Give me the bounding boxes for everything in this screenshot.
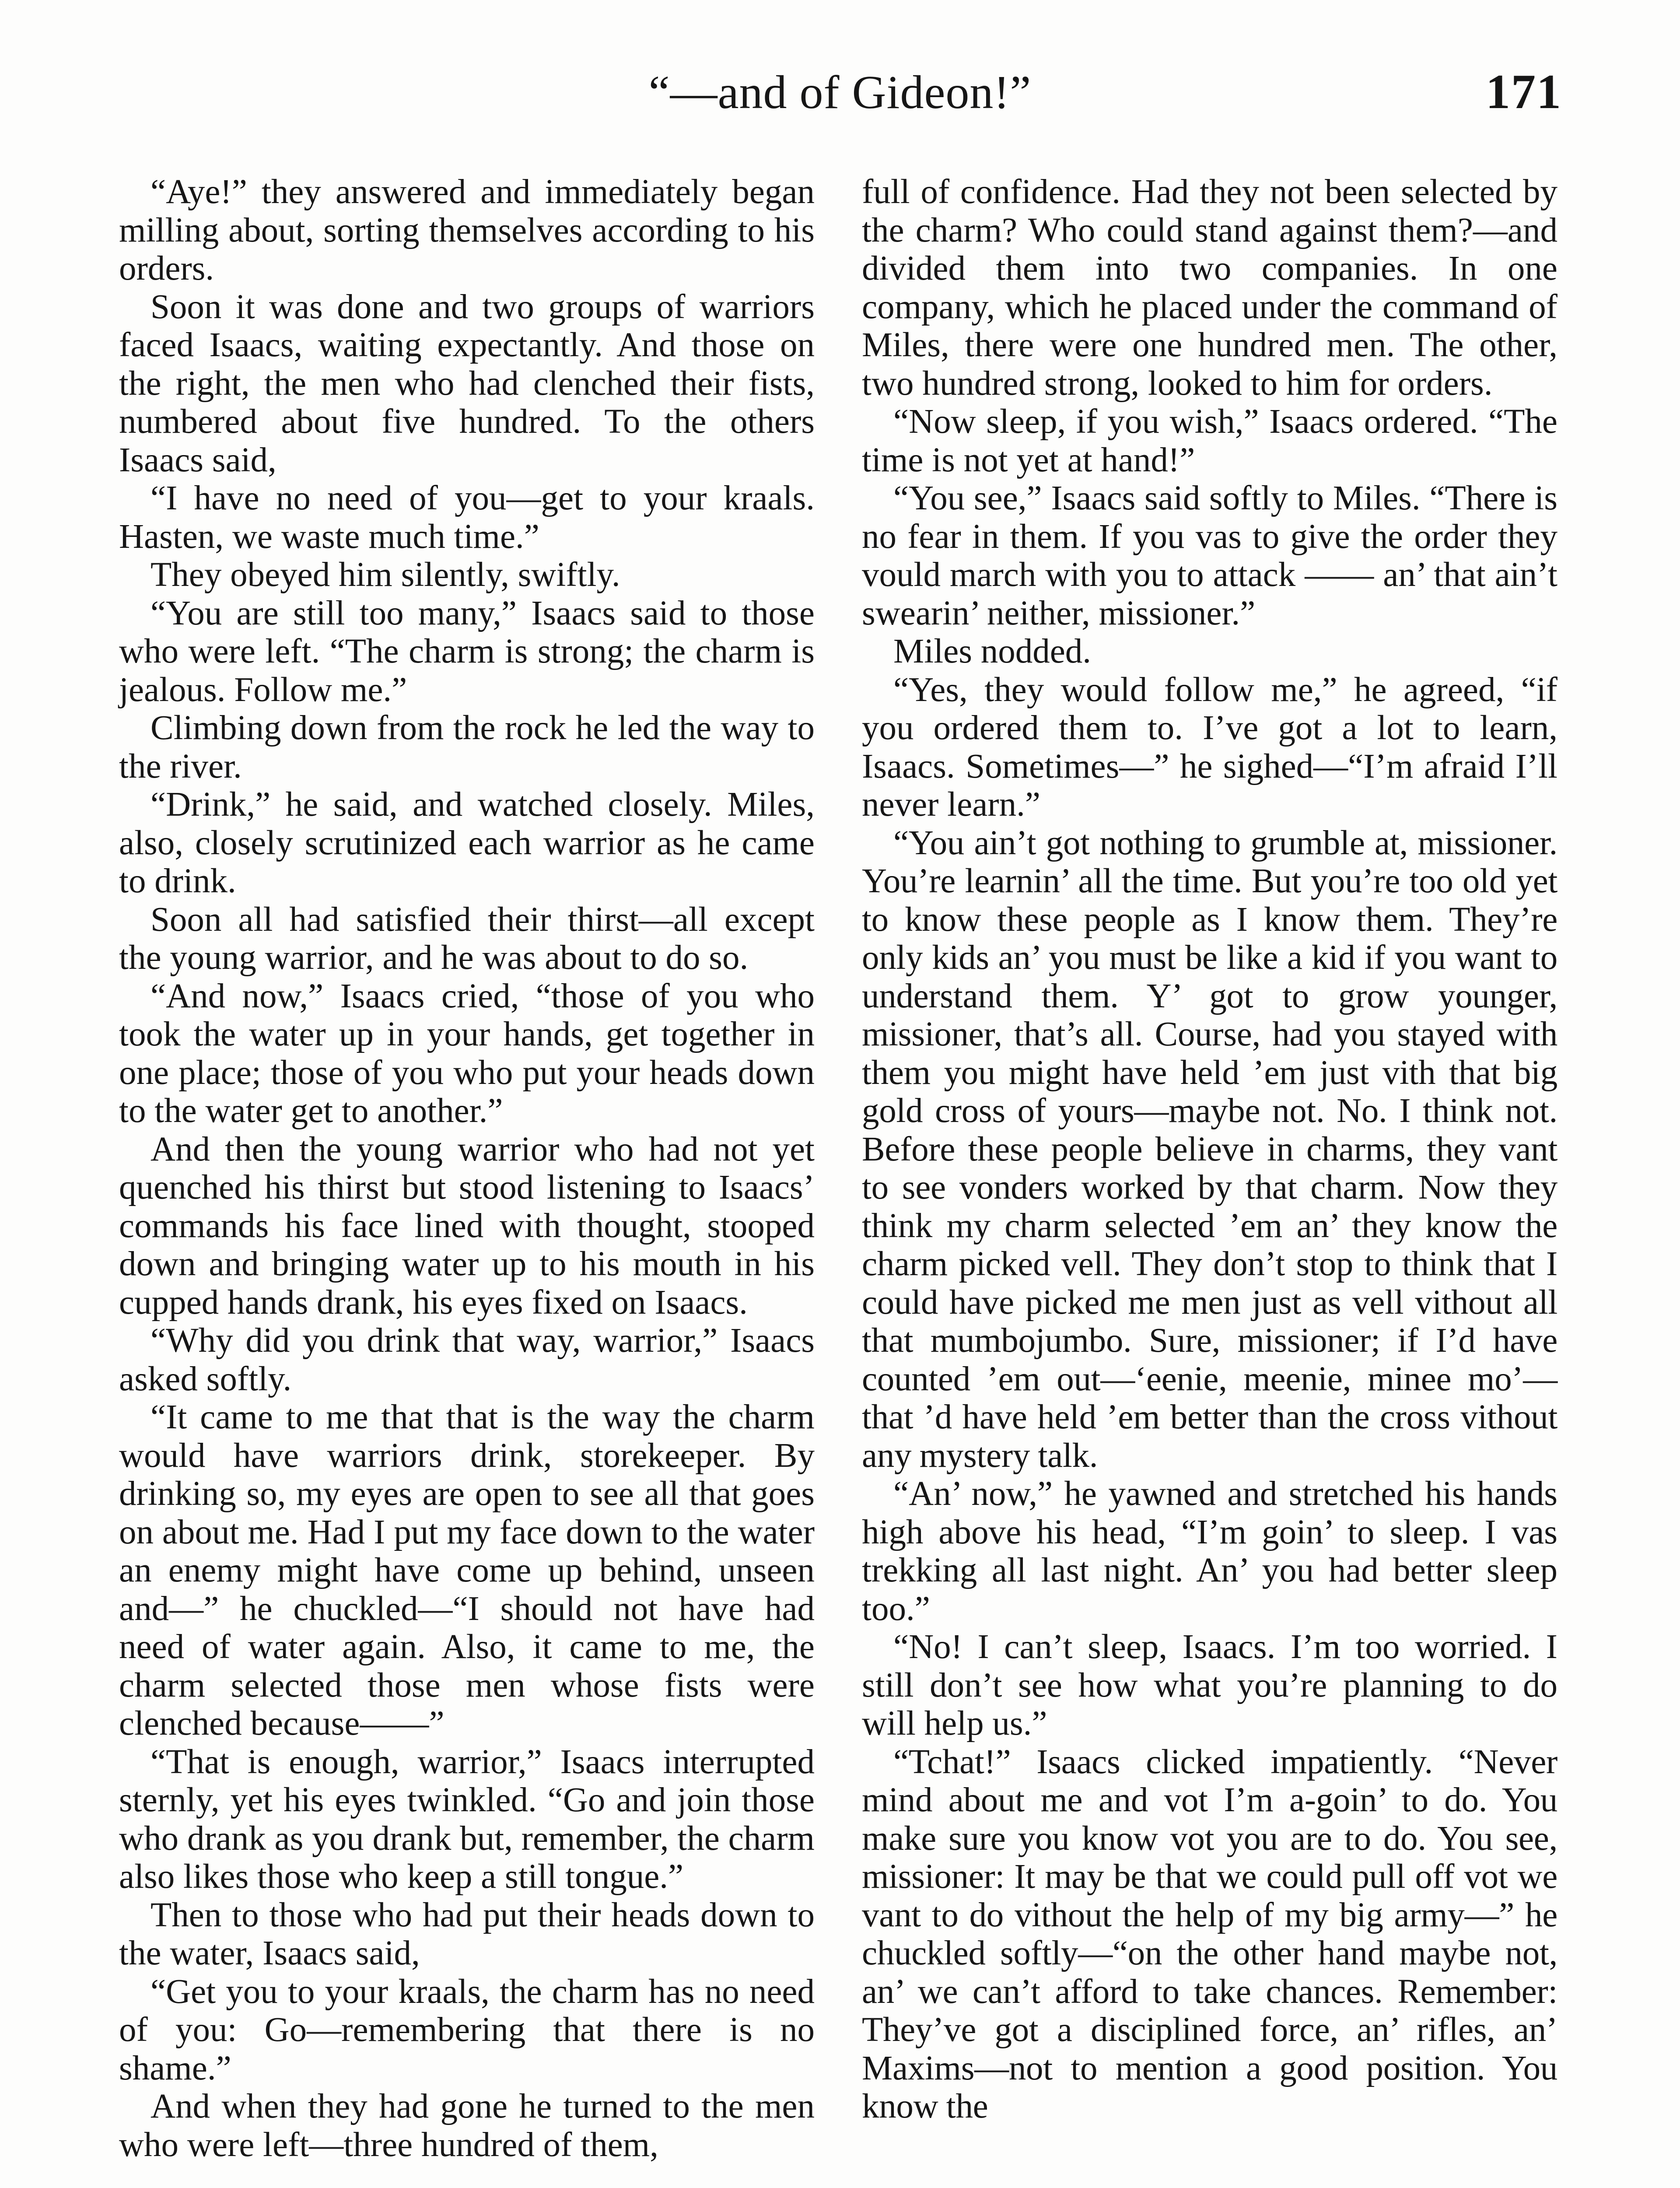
paragraph: “An’ now,” he yawned and stretched his hands high above his head, “I’m goin’ to sleep. I vas trekking all last night. An’ you had better sleep too.” bbox=[862, 1475, 1558, 1628]
paragraph: “Now sleep, if you wish,” Isaacs ordered. “The time is not yet at hand!” bbox=[862, 403, 1558, 479]
paragraph: “That is enough, warrior,” Isaacs interrupted sternly, yet his eyes twinkled. “Go and join those who drank as you drank but, remember, the charm also likes those who keep a still tongue.” bbox=[119, 1743, 815, 1896]
paragraph: “Yes, they would follow me,” he agreed, “if you ordered them to. I’ve got a lot to learn, Isaacs. Sometimes—” he sighed—“I’m afraid I’ll never learn.” bbox=[862, 670, 1558, 824]
paragraph: “Drink,” he said, and watched closely. Miles, also, closely scrutinized each warrior as he came to drink. bbox=[119, 785, 815, 900]
right-text-column bbox=[862, 173, 1558, 2126]
paragraph: They obeyed him silently, swiftly. bbox=[150, 556, 620, 594]
paragraph: “No! I can’t sleep, Isaacs. I’m too worried. I still don’t see how what you’re planning to do will help us.” bbox=[862, 1628, 1558, 1743]
paragraph: “It came to me that that is the way the charm would have warriors drink, storekeeper. By drinking so, my eyes are open to see all that goes on about me. Had I put my face down to the water an enemy might have come up behind, unseen and—” he chuckled—“I should not have had need of water again. Also, it came to me, the charm selected those men whose fists were clenched because——” bbox=[119, 1398, 815, 1743]
paragraph: And then the young warrior who had not yet quenched his thirst but stood listening to Isaacs’ commands his face lined with thought, stooped down and bringing water up to his mouth in his cupped hands drank, his eyes fixed on Isaacs. bbox=[119, 1130, 815, 1322]
paragraph: “Aye!” they answered and immediately began milling about, sorting themselves according to his orders. bbox=[119, 173, 815, 288]
paragraph: “You are still too many,” Isaacs said to those who were left. “The charm is strong; the charm is jealous. Follow me.” bbox=[119, 594, 815, 709]
paragraph: “Get you to your kraals, the charm has no need of you: Go—remembering that there is no shame.” bbox=[119, 1972, 815, 2087]
left-text-column bbox=[119, 173, 815, 2164]
paragraph: Then to those who had put their heads down to the water, Isaacs said, bbox=[119, 1896, 815, 1972]
paragraph: “You ain’t got nothing to grumble at, missioner. You’re learnin’ all the time. But you’re too old yet to know these people as I know them. They’re only kids an’ you must be like a kid if you want to understand them. Y’ got to grow younger, missioner, that’s all. Course, had you stayed with them you might have held ’em just vith that big gold cross of yours—maybe not. No. I think not. Before these people believe in charms, they vant to see vonders worked by that charm. Now they think my charm selected ’em an’ they know the charm picked vell. They don’t stop to think that I could have picked me men just as vell vithout all that mumbojumbo. Sure, missioner; if I’d have counted ’em out—‘eenie, meenie, minee mo’—that ’d have held ’em better than the cross vithout any mystery talk. bbox=[862, 824, 1558, 1475]
continued-paragraph: full of confidence. Had they not been selected by the charm? Who could stand against them?—and divided them into two companies. In one company, which he placed under the command of Miles, there were one hundred men. The other, two hundred strong, looked to him for orders. bbox=[862, 173, 1558, 403]
paragraph: Climbing down from the rock he led the way to the river. bbox=[119, 709, 815, 785]
paragraph: “You see,” Isaacs said softly to Miles. “There is no fear in them. If you vas to give the order they vould march with you to attack —— an’ that ain’t swearin’ neither, missioner.” bbox=[862, 479, 1558, 632]
paragraph: “I have no need of you—get to your kraals. Hasten, we waste much time.” bbox=[119, 479, 815, 556]
paragraph: Soon it was done and two groups of warriors faced Isaacs, waiting expectantly. And those on the right, the men who had clenched their fists, numbered about five hundred. To the others Isaacs said, bbox=[119, 288, 815, 479]
paragraph: And when they had gone he turned to the men who were left—three hundred of them, bbox=[119, 2087, 815, 2164]
page-number: 171 bbox=[1486, 65, 1562, 119]
paragraph: “And now,” Isaacs cried, “those of you who took the water up in your hands, get together in one place; those of you who put your heads down to the water get to another.” bbox=[119, 977, 815, 1130]
running-title: “—and of Gideon!” bbox=[648, 67, 1032, 119]
paragraph: “Why did you drink that way, warrior,” Isaacs asked softly. bbox=[119, 1322, 815, 1398]
paragraph: Soon all had satisfied their thirst—all except the young warrior, and he was about to do so. bbox=[119, 900, 815, 977]
page-header bbox=[118, 66, 1562, 131]
paragraph: Miles nodded. bbox=[893, 632, 1092, 670]
paragraph: “Tchat!” Isaacs clicked impatiently. “Never mind about me and vot I’m a-goin’ to do. You make sure you know vot you are to do. You see, missioner: It may be that we could pull off vot we vant to do vithout the help of my big army—” he chuckled softly—“on the other hand maybe not, an’ we can’t afford to take chances. Remember: They’ve got a disciplined force, an’ rifles, an’ Maxims—not to mention a good position. You know the bbox=[862, 1743, 1558, 2125]
